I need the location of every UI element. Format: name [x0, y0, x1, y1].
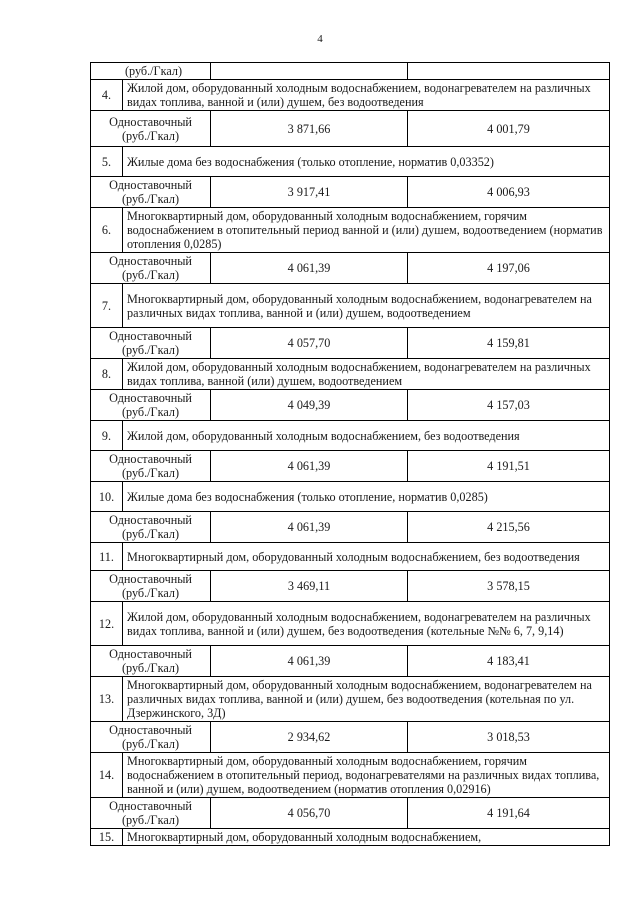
row-number: 12. — [91, 602, 123, 646]
row-number: 6. — [91, 208, 123, 253]
table-row — [91, 390, 610, 421]
table-row — [91, 359, 610, 390]
tariff-value-2: 4 197,06 — [408, 253, 610, 284]
tariff-table — [90, 62, 610, 846]
tariff-value-1: 4 049,39 — [211, 390, 408, 421]
tariff-label-line2: (руб./Гкал) — [122, 813, 179, 827]
table-row — [91, 798, 610, 829]
tariff-value-1: 4 061,39 — [211, 646, 408, 677]
tariff-label-line2: (руб./Гкал) — [122, 268, 179, 282]
unit-label: (руб./Гкал) — [91, 63, 211, 80]
row-number: 10. — [91, 482, 123, 512]
tariff-label-line1: Одноставочный — [109, 114, 192, 129]
tariff-value-2: 4 191,64 — [408, 798, 610, 829]
table-row — [91, 722, 610, 753]
tariff-value-1: 4 061,39 — [211, 253, 408, 284]
tariff-label-line2: (руб./Гкал) — [122, 466, 179, 480]
table-row — [91, 451, 610, 482]
table-row — [91, 512, 610, 543]
tariff-value-2: 4 183,41 — [408, 646, 610, 677]
tariff-label — [91, 177, 211, 208]
table-row — [91, 253, 610, 284]
tariff-label — [91, 722, 211, 753]
row-number: 8. — [91, 359, 123, 390]
row-number: 11. — [91, 543, 123, 571]
tariff-value-1: 4 061,39 — [211, 451, 408, 482]
row-description: Жилые дома без водоснабжения (только отопление, норматив 0,03352) — [123, 147, 610, 177]
row-description: Многоквартирный дом, оборудованный холодным водоснабжением, — [123, 829, 610, 846]
table-row — [91, 63, 610, 80]
table-row — [91, 177, 610, 208]
row-number: 7. — [91, 284, 123, 328]
table-row — [91, 284, 610, 328]
tariff-label-line1: Одноставочный — [109, 329, 192, 343]
table-row — [91, 602, 610, 646]
tariff-label-line1: Одноставочный — [109, 254, 192, 268]
tariff-value-1: 3 917,41 — [211, 177, 408, 208]
tariff-value-1: 4 056,70 — [211, 798, 408, 829]
tariff-label-line1: Одноставочный — [109, 391, 192, 405]
tariff-label — [91, 253, 211, 284]
row-description: Жилой дом, оборудованный холодным водоснабжением, водонагревателем на различных видах топлива, ванной и (или) душем, без водоотведения (котельные №№ 6, 7, 9,14) — [123, 602, 610, 646]
tariff-value-2: 4 006,93 — [408, 177, 610, 208]
table-row — [91, 753, 610, 798]
tariff-label — [91, 512, 211, 543]
table-row — [91, 677, 610, 722]
table-row — [91, 111, 610, 147]
table-row — [91, 328, 610, 359]
tariff-label-line2: (руб./Гкал) — [122, 661, 179, 675]
tariff-label-line2: (руб./Гкал) — [122, 343, 179, 357]
row-number: 15. — [91, 829, 123, 846]
table-row — [91, 421, 610, 451]
tariff-label-line1: Одноставочный — [109, 178, 192, 192]
table-row — [91, 147, 610, 177]
tariff-label-line1: Одноставочный — [109, 513, 192, 527]
row-description: Жилой дом, оборудованный холодным водоснабжением, без водоотведения — [123, 421, 610, 451]
row-description: Жилой дом, оборудованный холодным водоснабжением, водонагревателем на различных видах топлива, ванной (или) душем, водоотведением — [123, 359, 610, 390]
tariff-label — [91, 390, 211, 421]
tariff-value-2: 4 215,56 — [408, 512, 610, 543]
tariff-label-line1: Одноставочный — [109, 799, 192, 813]
tariff-label-line2: (руб./Гкал) — [122, 586, 179, 600]
table-row — [91, 543, 610, 571]
tariff-label-line1: Одноставочный — [109, 452, 192, 466]
tariff-value-2: 4 001,79 — [408, 111, 610, 147]
tariff-value-2: 3 018,53 — [408, 722, 610, 753]
tariff-label — [91, 111, 211, 147]
tariff-label-line2: (руб./Гкал) — [122, 405, 179, 419]
row-description: Многоквартирный дом, оборудованный холодным водоснабжением, горячим водоснабжением в отопительный период ванной и (или) душем, водоотведением (норматив отопления 0,0285) — [123, 208, 610, 253]
tariff-value-1: 4 057,70 — [211, 328, 408, 359]
tariff-label-line2: (руб./Гкал) — [122, 128, 179, 143]
tariff-label — [91, 798, 211, 829]
tariff-value-1: 4 061,39 — [211, 512, 408, 543]
row-number: 9. — [91, 421, 123, 451]
tariff-label-line2: (руб./Гкал) — [122, 737, 179, 751]
tariff-label-line2: (руб./Гкал) — [122, 192, 179, 206]
table-row — [91, 829, 610, 846]
row-number: 14. — [91, 753, 123, 798]
tariff-value-2: 4 157,03 — [408, 390, 610, 421]
tariff-value-1: 2 934,62 — [211, 722, 408, 753]
table-row — [91, 646, 610, 677]
page-number: 4 — [317, 33, 323, 45]
tariff-value-1: 3 469,11 — [211, 571, 408, 602]
tariff-label-line2: (руб./Гкал) — [122, 527, 179, 541]
row-number: 13. — [91, 677, 123, 722]
row-description: Многоквартирный дом, оборудованный холодным водоснабжением, водонагревателем на различных видах топлива, ванной и (или) душем, водоотведением — [123, 284, 610, 328]
tariff-label-line1: Одноставочный — [109, 647, 192, 661]
row-description: Жилой дом, оборудованный холодным водоснабжением, водонагревателем на различных видах топлива, ванной и (или) душем, без водоотведения — [123, 80, 610, 111]
tariff-label — [91, 646, 211, 677]
tariff-value-2: 4 159,81 — [408, 328, 610, 359]
row-description: Жилые дома без водоснабжения (только отопление, норматив 0,0285) — [123, 482, 610, 512]
table-row — [91, 208, 610, 253]
tariff-label-line1: Одноставочный — [109, 572, 192, 586]
tariff-label — [91, 571, 211, 602]
tariff-value-2: 3 578,15 — [408, 571, 610, 602]
row-description: Многоквартирный дом, оборудованный холодным водоснабжением, без водоотведения — [123, 543, 610, 571]
tariff-label — [91, 328, 211, 359]
tariff-value-1: 3 871,66 — [211, 111, 408, 147]
row-description: Многоквартирный дом, оборудованный холодным водоснабжением, горячим водоснабжением в отопительный период, водонагревателями на различных видах топлива, ванной и (или) душем, водоотведением (норматив отопления 0,02916) — [123, 753, 610, 798]
tariff-label-line1: Одноставочный — [109, 723, 192, 737]
row-number: 4. — [91, 80, 123, 111]
table-row — [91, 482, 610, 512]
row-description: Многоквартирный дом, оборудованный холодным водоснабжением, водонагревателем на различных видах топлива, ванной и (или) душем, без водоотведения (котельная по ул. Дзержинского, 3Д) — [123, 677, 610, 722]
tariff-label — [91, 451, 211, 482]
table-row — [91, 571, 610, 602]
row-number: 5. — [91, 147, 123, 177]
tariff-value-2: 4 191,51 — [408, 451, 610, 482]
table-row — [91, 80, 610, 111]
